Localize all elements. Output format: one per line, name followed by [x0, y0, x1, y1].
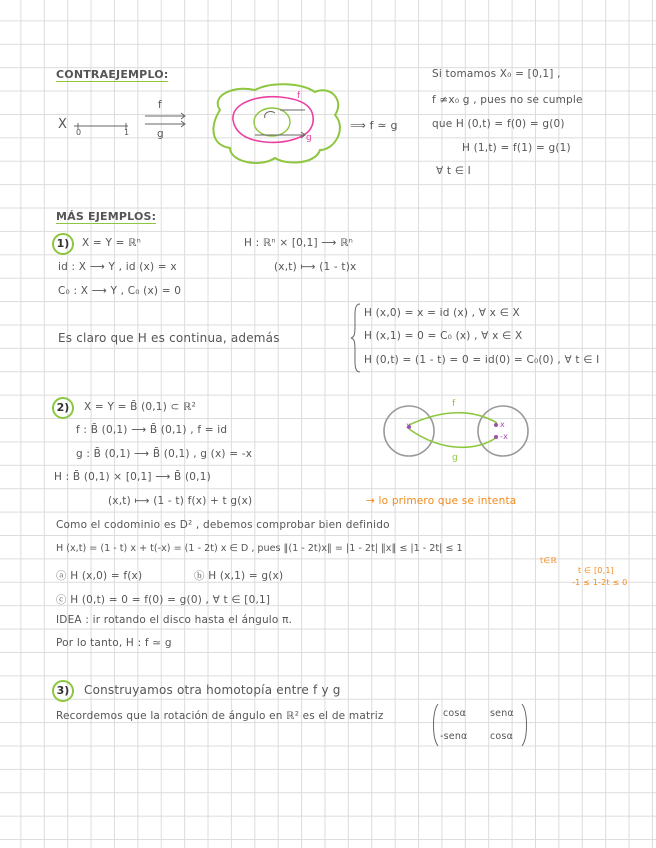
x-zero-label: 0	[76, 128, 82, 137]
disk-minus-x-label: -x	[500, 432, 509, 441]
right-line-1: Si tomamos X₀ = [0,1] ,	[432, 68, 561, 80]
ex1-line-2: id : X ⟶ Y , id (x) = x	[58, 261, 177, 273]
ex2-condition-a: ⓐ H (x,0) = f(x)	[56, 570, 143, 582]
ex2-line-3: g : B̄ (0,1) ⟶ B̄ (0,1) , g (x) = -x	[76, 448, 253, 460]
disk-x-right-label: x	[500, 420, 505, 429]
disk-g-label: g	[452, 453, 458, 463]
ex1-line-1-right: H : ℝⁿ × [0,1] ⟶ ℝⁿ	[244, 237, 353, 249]
implies-homotopic: ⟹ f ≃ g	[350, 119, 398, 132]
brace-left	[350, 303, 362, 373]
ex1-line-1: X = Y = ℝⁿ	[82, 237, 142, 249]
ex2-line-2: f : B̄ (0,1) ⟶ B̄ (0,1) , f = id	[76, 424, 228, 436]
matrix-m21: -senα	[440, 731, 468, 742]
example-number-1: 1)	[52, 233, 74, 255]
matrix-m22: cosα	[490, 731, 514, 742]
ex1-line-3: C₀ : X ⟶ Y , C₀ (x) = 0	[58, 285, 182, 297]
ex2-conclusion: Por lo tanto, H : f ≃ g	[56, 637, 172, 649]
ex2-line-1: X = Y = B̄ (0,1) ⊂ ℝ²	[84, 401, 196, 413]
section-title-contraejemplo: CONTRAEJEMPLO:	[56, 68, 169, 81]
x-one-label: 1	[124, 128, 130, 137]
right-line-5: ∀ t ∈ I	[436, 165, 471, 177]
section-title-mas-ejemplos: MÁS EJEMPLOS:	[56, 210, 157, 223]
disk-x-label: x	[406, 421, 411, 430]
ex3-line: Recordemos que la rotación de ángulo en ℝ² es el de matriz	[56, 710, 384, 722]
arrows-fg	[145, 112, 190, 132]
ex1-line-2-right: (x,t) ⟼ (1 - t)x	[274, 261, 357, 273]
disk-f-label: f	[452, 399, 456, 409]
ex1-line-4: Es claro que H es continua, además	[58, 331, 280, 345]
ex3-title: Construyamos otra homotopía entre f y g	[84, 683, 341, 697]
matrix-m11: cosα	[443, 708, 467, 719]
diagram-g-label: g	[306, 133, 312, 143]
example-number-2: 2)	[52, 397, 74, 419]
ex2-line-6: Como el codominio es D² , debemos comprobar bien definido	[56, 519, 390, 531]
right-line-2: f ≄x₀ g , pues no se cumple	[432, 94, 583, 106]
brace-line-2: H (x,1) = 0 = C₀ (x) , ∀ x ∈ X	[364, 330, 523, 342]
ex2-line-4: H : B̄ (0,1) × [0,1] ⟶ B̄ (0,1)	[54, 471, 211, 483]
diagram-f-label: f	[297, 91, 301, 101]
right-line-4: H (1,t) = f(1) = g(1)	[462, 142, 571, 154]
ex2-note-a: t∈ℝ	[540, 556, 558, 565]
ex2-line-7: H (x,t) = (1 - t) x + t(-x) = (1 - 2t) x ∈ D , pues ‖(1 - 2t)x‖ = |1 - 2t| ‖x‖ ≤ |1 - 2t| ≤ 1	[56, 543, 463, 554]
f-arrow-label: f	[158, 99, 162, 111]
homotopy-blob-diagram	[205, 80, 345, 170]
g-arrow-label: g	[157, 128, 164, 140]
ex2-line-5: (x,t) ⟼ (1 - t) f(x) + t g(x)	[108, 495, 253, 507]
ex2-note-b: t ∈ [0,1]	[578, 566, 614, 575]
example-number-3: 3)	[52, 680, 74, 702]
ex2-note-c: -1 ≤ 1-2t ≤ 0	[572, 578, 628, 587]
matrix-m12: senα	[490, 708, 514, 719]
brace-line-3: H (0,t) = (1 - t) = 0 = id(0) = C₀(0) , ∀ t ∈ I	[364, 354, 600, 366]
two-disks-diagram	[383, 405, 533, 465]
right-line-3: que H (0,t) = f(0) = g(0)	[432, 118, 565, 130]
brace-line-1: H (x,0) = x = id (x) , ∀ x ∈ X	[364, 307, 520, 319]
ex2-condition-c: ⓒ H (0,t) = 0 = f(0) = g(0) , ∀ t ∈ [0,1]	[56, 594, 271, 606]
ex2-idea: IDEA : ir rotando el disco hasta el ángulo π.	[56, 614, 293, 626]
x-label: X	[58, 117, 68, 132]
ex2-condition-b: ⓑ H (x,1) = g(x)	[194, 570, 284, 582]
ex2-first-attempt-note: → lo primero que se intenta	[366, 495, 517, 507]
